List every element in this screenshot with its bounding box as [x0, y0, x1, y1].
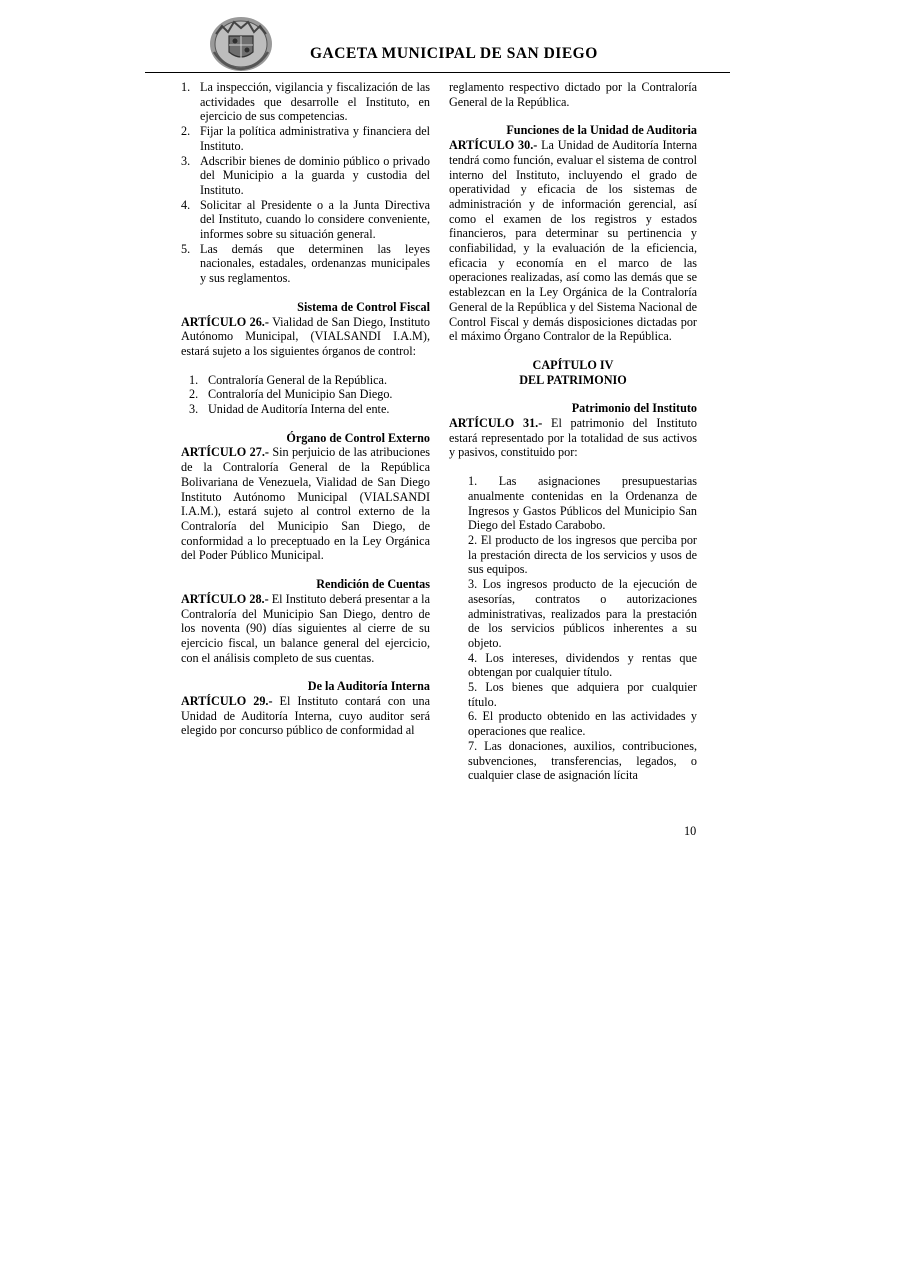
list-item: 5. Las demás que determinen las leyes nacionales, estadales, ordenanzas municipales y sus reglamentos.: [181, 241, 430, 286]
list-item: 7. Las donaciones, auxilios, contribuciones, subvenciones, transferencias, legados, o cualquier clase de asignación lícita: [468, 738, 697, 783]
header-divider: [145, 72, 730, 73]
list-item: 1. Contraloría General de la República.: [189, 372, 388, 387]
list-item: 1. La inspección, vigilancia y fiscalización de las actividades que desarrolle el Instituto, en ejercicio de sus competencias.: [181, 80, 430, 124]
control-organs-list: [181, 373, 430, 417]
gazette-title: GACETA MUNICIPAL DE SAN DIEGO: [310, 45, 598, 62]
list-item: 1. Las asignaciones presupuestarias anualmente contenidas en la Ordenanza de Ingresos y Gastos Públicos del Municipio San Diego del Estado Carabobo.: [468, 474, 697, 533]
article-31-heading: Patrimonio del Instituto: [571, 401, 697, 416]
list-item: 3. Adscribir bienes de dominio público o privado del Municipio a la guarda y custodia del Instituto.: [181, 153, 430, 197]
article-29-heading: De la Auditoría Interna: [307, 679, 430, 694]
list-item: 3. Unidad de Auditoría Interna del ente.: [189, 402, 390, 417]
municipal-seal-icon: [208, 14, 274, 72]
article-27-heading: Órgano de Control Externo: [286, 430, 430, 445]
board-functions-list: [181, 80, 430, 286]
article-31-text: ARTÍCULO 31.- El patrimonio del Instituto estará representado por la totalidad de sus activos y pasivos, constituido por:: [449, 416, 697, 460]
article-30-heading: Funciones de la Unidad de Auditoria: [506, 123, 697, 138]
article-28-text: ARTÍCULO 28.- El Instituto deberá presentar a la Contraloría del Municipio San Diego, dentro de los noventa (90) días siguientes al cierre de su ejercicio fiscal, un balance general del ejercicio, con el análisis completo de sus cuentas.: [181, 591, 430, 665]
article-30-text: ARTÍCULO 30.- La Unidad de Auditoría Interna tendrá como función, evaluar el sistema de control interno del Instituto, incluyendo el grado de operatividad y eficacia de los sistemas de administración y de información gerencial, así como el examen de los registros y estados financieros, para determinar su pertinencia y confiabilidad, y la evaluación de la eficiencia, eficacia y economía en el marco de las operaciones realizadas, así como las demás que se establezcan en la Ley Orgánica de la Contraloría General de la República y del Sistema Nacional de Control Fiscal y demás disposiciones dictadas por el máximo Órgano Contralor de la República.: [449, 138, 697, 344]
list-item: 3. Los ingresos producto de la ejecución de asesorías, contratos o autorizaciones administrativas, realizados para la prestación de los servicios públicos inherentes a su objeto.: [468, 577, 697, 650]
list-item: 4. Los intereses, dividendos y rentas que obtengan por cualquier título.: [468, 650, 697, 680]
list-item: 6. El producto obtenido en las actividades y operaciones que realice.: [468, 709, 697, 739]
patrimony-assets-list: [449, 474, 697, 783]
article-26-text: ARTÍCULO 26.- Vialidad de San Diego, Instituto Autónomo Municipal, (VIALSANDI I.A.M), estará sujeto a los siguientes órganos de control:: [181, 314, 430, 358]
article-28-heading: Rendición de Cuentas: [316, 577, 430, 592]
page-number: 10: [684, 824, 697, 838]
list-item: 4. Solicitar al Presidente o a la Junta Directiva del Instituto, cuando lo considere conveniente, informes sobre su situación general.: [181, 197, 430, 242]
article-29-continuation: reglamento respectivo dictado por la Contraloría General de la República.: [449, 80, 697, 109]
list-item: 2. Fijar la política administrativa y financiera del Instituto.: [181, 124, 430, 153]
list-item: 5. Los bienes que adquiera por cualquier título.: [468, 680, 697, 709]
list-item: 2. El producto de los ingresos que perciba por la prestación directa de los servicios y usos de sus equipos.: [468, 532, 697, 577]
left-column: [181, 80, 430, 738]
chapter-number: CAPÍTULO IV: [532, 357, 614, 372]
article-26-heading: Sistema de Control Fiscal: [297, 299, 430, 314]
right-column: [449, 80, 697, 783]
article-29-text: ARTÍCULO 29.- El Instituto contará con una Unidad de Auditoría Interna, cuyo auditor será elegido por concurso público de conformidad al: [181, 694, 430, 738]
article-27-text: ARTÍCULO 27.- Sin perjuicio de las atribuciones de la Contraloría General de la República Bolivariana de Venezuela, Vialidad de San Diego Instituto Autónomo Municipal (VIALSANDI I.A.M.), estará sujeto al control externo de la Contraloría del Municipio San Diego, de conformidad a lo preceptuado en la Ley Orgánica del Poder Público Municipal.: [181, 445, 430, 563]
list-item: 2. Contraloría del Municipio San Diego.: [189, 387, 393, 402]
chapter-title: DEL PATRIMONIO: [519, 372, 627, 387]
